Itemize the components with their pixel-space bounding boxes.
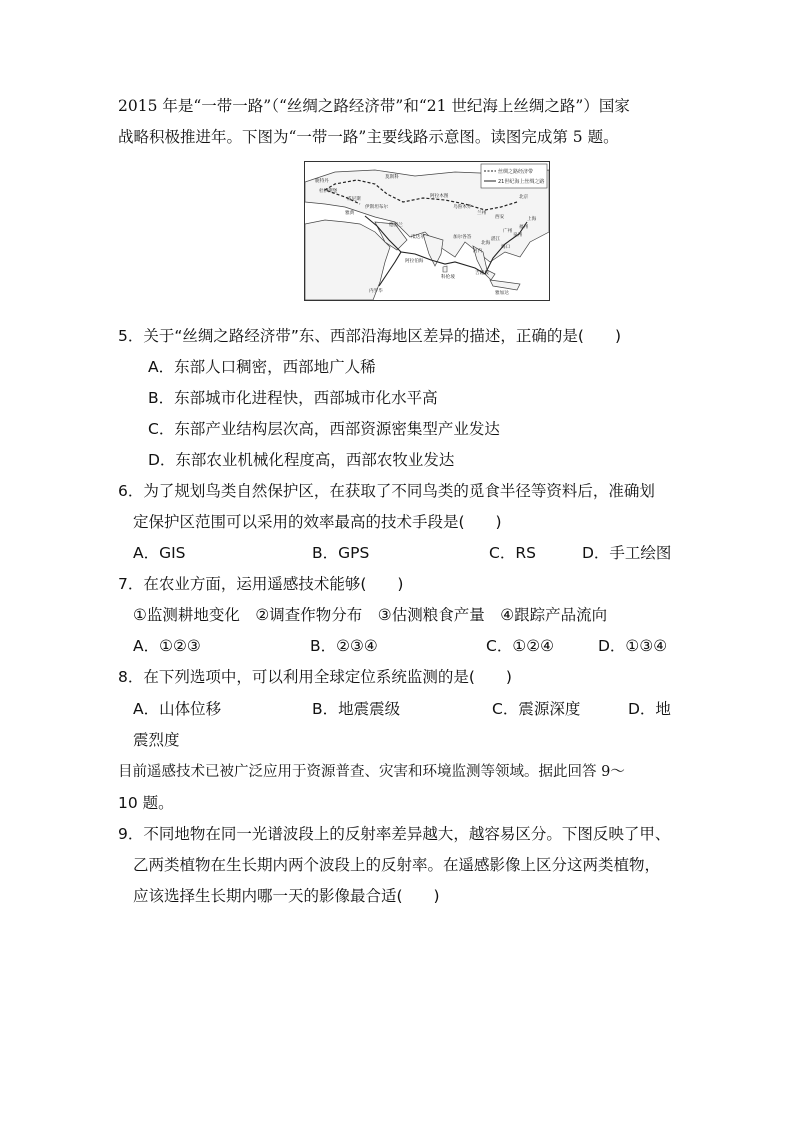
place-label: 上海 <box>527 217 537 222</box>
intro2-line-1: 目前遥感技术已被广泛应用于资源普查、灾害和环境监测等领域。据此回答 9～ <box>118 764 625 780</box>
place-label: 泉州 <box>513 233 523 238</box>
place-label: 雅典 <box>345 211 355 216</box>
q7-option-a[interactable]: A．①②③ <box>133 637 201 655</box>
q8-stem: 8．在下列选项中，可以利用全球定位系统监测的是( ) <box>118 668 512 686</box>
india-landmass <box>423 234 443 266</box>
q8-option-b[interactable]: B．地震震级 <box>312 700 401 718</box>
q5-option-a[interactable]: A．东部人口稠密，西部地广人稀 <box>148 358 376 376</box>
q6-stem-line-1: 6．为了规划鸟类自然保护区，在获取了不同鸟类的觅食半径等资料后，准确划 <box>118 482 655 500</box>
place-label: 杜伊斯堡 <box>319 189 338 194</box>
q5-option-b[interactable]: B．东部城市化进程快，西部城市化水平高 <box>148 389 438 407</box>
place-label: 福州 <box>519 225 529 230</box>
q7-option-c[interactable]: C．①②④ <box>486 637 555 655</box>
q6-option-d[interactable]: D．手工绘图 <box>582 544 672 562</box>
place-label: 雅加达 <box>495 291 509 296</box>
island-landmass <box>490 280 520 290</box>
q8-option-d[interactable]: D．地 <box>628 700 671 718</box>
place-label: 广州 <box>503 229 513 234</box>
place-label: 北海 <box>481 241 491 246</box>
q5-option-d[interactable]: D．东部农业机械化程度高，西部农牧业发达 <box>148 451 455 469</box>
place-label: 乌鲁木齐 <box>453 205 472 210</box>
q8-option-c[interactable]: C．震源深度 <box>492 700 581 718</box>
place-label: 加尔各答 <box>453 235 472 240</box>
q8-option-a[interactable]: A．山体位移 <box>133 700 222 718</box>
africa-landmass <box>305 220 390 300</box>
place-label: 兰州 <box>477 211 487 216</box>
intro2-line-2: 10 题。 <box>118 794 174 812</box>
place-label: 吉隆坡 <box>475 271 489 276</box>
belt-and-road-map <box>304 161 550 301</box>
q6-option-c[interactable]: C．RS <box>489 544 536 562</box>
sea-label: 阿拉伯海 <box>405 259 424 264</box>
sri-lanka-landmass <box>443 266 447 272</box>
q6-stem-line-2: 定保护区范围可以采用的效率最高的技术手段是( ) <box>133 513 502 531</box>
place-label: 北京 <box>519 195 529 200</box>
q7-stem: 7．在农业方面，运用遥感技术能够( ) <box>118 575 404 593</box>
q5-stem: 5．关于“丝绸之路经济带”东、西部沿海地区差异的描述，正确的是( ) <box>118 327 622 345</box>
map-drawing <box>305 162 549 300</box>
q6-option-b[interactable]: B．GPS <box>312 544 370 562</box>
q5-option-c[interactable]: C．东部产业结构层次高，西部资源密集型产业发达 <box>148 420 500 438</box>
place-label: 威尼斯 <box>347 197 361 202</box>
legend-label-maritime: 21世纪海上丝绸之路 <box>498 179 545 185</box>
q6-option-a[interactable]: A．GIS <box>133 544 186 562</box>
place-label: 鹿特丹 <box>315 179 329 184</box>
place-label: 西安 <box>495 215 505 220</box>
place-label: 阿拉木图 <box>430 194 449 199</box>
q9-stem-line-2: 乙两类植物在生长期内两个波段上的反射率。在遥感影像上区分这两类植物， <box>133 856 661 874</box>
place-label: 瓜达尔 <box>411 235 425 240</box>
q9-stem-line-1: 9．不同地物在同一光谱波段上的反射率差异越大，越容易区分。下图反映了甲、 <box>118 825 671 843</box>
place-label: 德黑兰 <box>389 223 403 228</box>
place-label: 伊斯坦布尔 <box>365 205 388 210</box>
legend-label-belt: 丝绸之路经济带 <box>498 169 534 175</box>
place-label: 海口 <box>501 245 511 250</box>
intro-line-1: 2015 年是“一带一路”（“丝绸之路经济带”和“21 世纪海上丝绸之路”）国家 <box>118 97 630 115</box>
q9-stem-line-3: 应该选择生长期内哪一天的影像最合适( ) <box>133 887 440 905</box>
place-label: 内罗毕 <box>369 289 383 294</box>
q8-option-d-continued: 震烈度 <box>133 731 180 749</box>
q7-items: ①监测耕地变化 ②调查作物分布 ③估测粮食产量 ④跟踪产品流向 <box>133 606 608 624</box>
q7-option-b[interactable]: B．②③④ <box>310 637 378 655</box>
place-label: 莫斯科 <box>385 175 399 180</box>
place-label: 河内 <box>473 249 483 254</box>
intro-line-2: 战略积极推进年。下图为“一带一路”主要线路示意图。读图完成第 5 题。 <box>118 128 619 146</box>
place-label: 湛江 <box>491 237 501 242</box>
q7-option-d[interactable]: D．①③④ <box>598 637 668 655</box>
place-label: 科伦坡 <box>441 275 455 280</box>
